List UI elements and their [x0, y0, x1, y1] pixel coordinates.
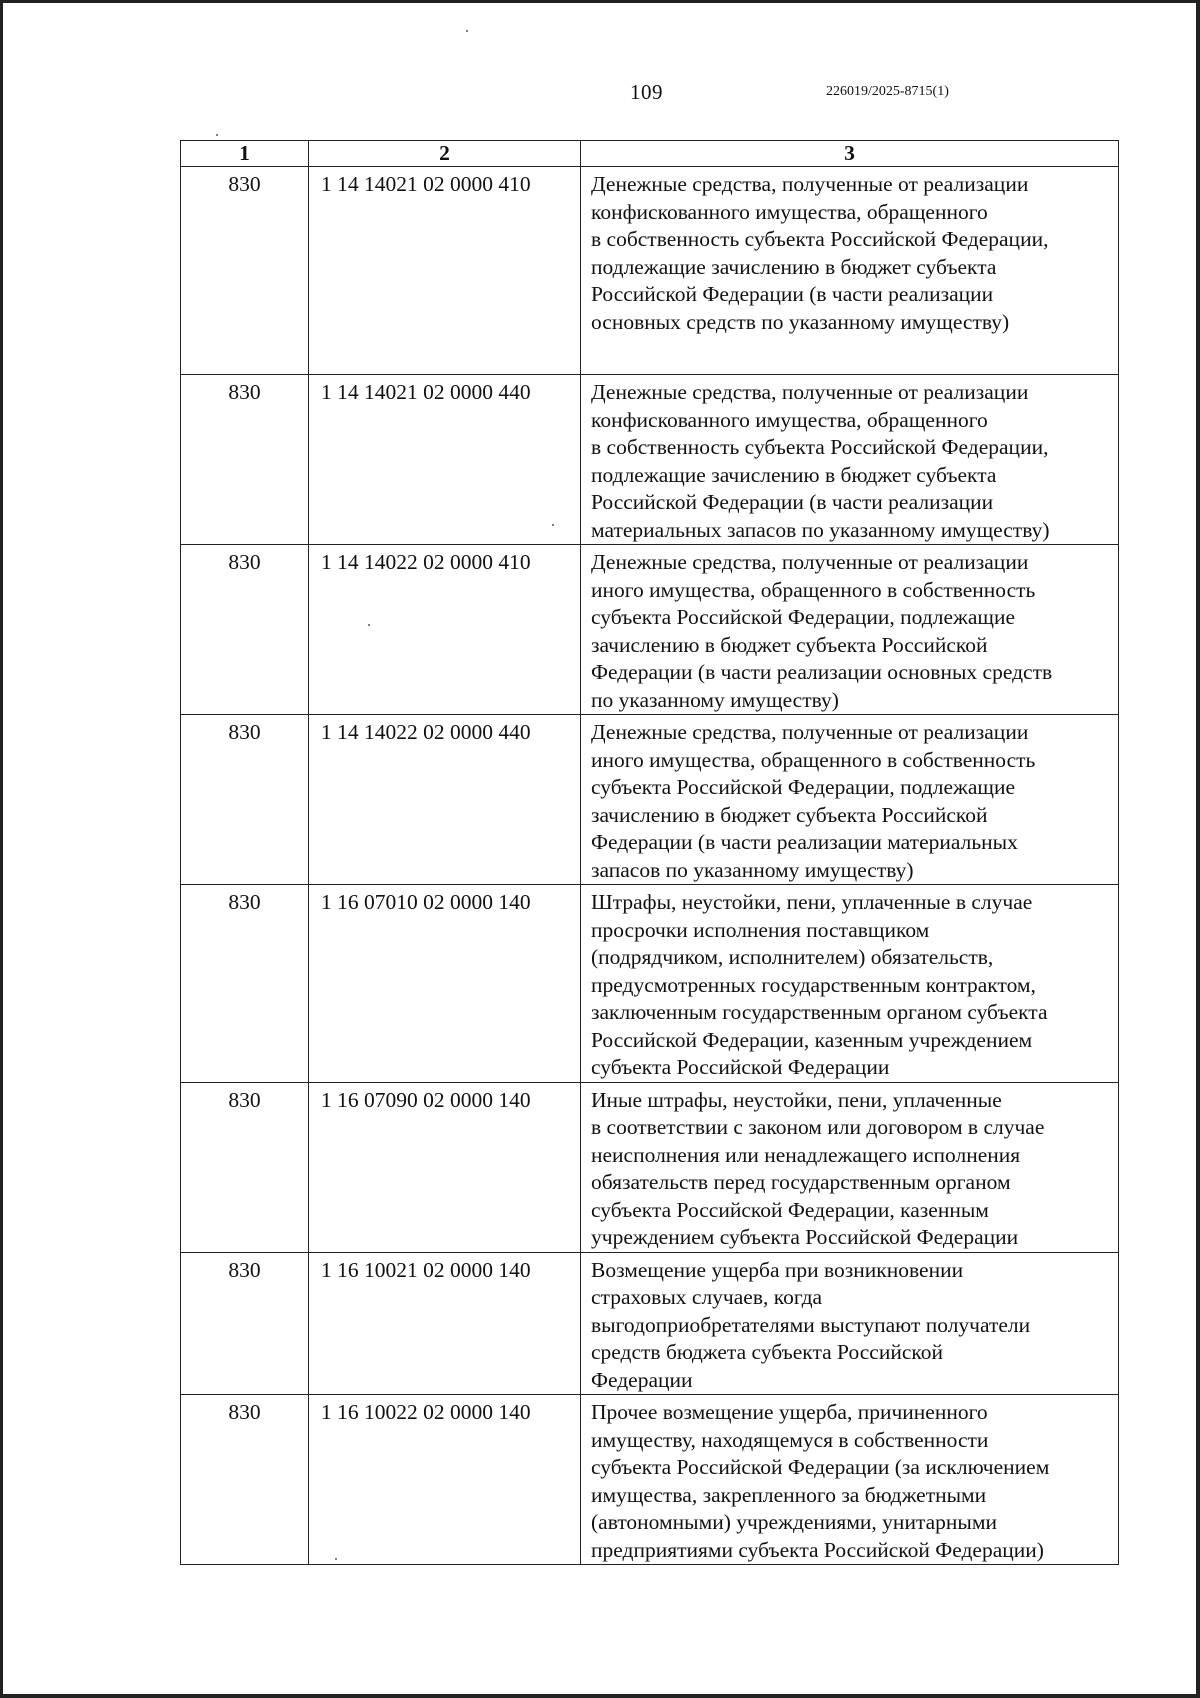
budget-code-cell: 1 16 10021 02 0000 140 [309, 1252, 581, 1395]
description-cell [581, 545, 1119, 715]
budget-code-cell: 1 14 14022 02 0000 410 [309, 545, 581, 715]
admin-code-cell: 830 [181, 1252, 309, 1395]
description-line: Федерации (в части реализации основных средств [591, 660, 1053, 684]
table-row [181, 375, 1119, 545]
admin-code-cell: 830 [181, 167, 309, 375]
description-line: Российской Федерации (в части реализации [591, 282, 994, 306]
budget-code-cell: 1 16 07090 02 0000 140 [309, 1082, 581, 1252]
description-line: страховых случаев, когда [591, 1285, 823, 1309]
description-line: просрочки исполнения поставщиком [591, 917, 930, 942]
admin-code-cell: 830 [181, 715, 309, 885]
description-line: основных средств по указанному имуществу) [591, 309, 1010, 334]
description-line: имуществу, находящемуся в собственности [591, 1427, 989, 1452]
description-line: в соответствии с законом или договором в случае [591, 1115, 1045, 1139]
scan-frame-right [1196, 0, 1200, 1698]
description-line: Российской Федерации (в части реализации [591, 490, 994, 514]
table-row [181, 545, 1119, 715]
page-number: 109 [630, 80, 663, 104]
description-line: в собственность субъекта Российской Федерации, [591, 435, 1049, 459]
scan-frame-top [0, 0, 1200, 3]
table-row [181, 1082, 1119, 1252]
table-row [181, 1252, 1119, 1395]
description-line: заключенным государственным органом субъекта [591, 1000, 1048, 1024]
description-cell [581, 1395, 1119, 1565]
admin-code-cell: 830 [181, 375, 309, 545]
table-row [181, 167, 1119, 375]
description-line: предприятиями субъекта Российской Федерации) [591, 1537, 1044, 1562]
description-cell [581, 375, 1119, 545]
description-line: Денежные средства, полученные от реализации [591, 172, 1029, 196]
table-body [181, 167, 1119, 1565]
description-line: Прочее возмещение ущерба, причиненного [591, 1400, 988, 1424]
revenue-codes-table [180, 140, 1119, 1565]
description-line: Федерации (в части реализации материальных [591, 830, 1018, 854]
description-line: субъекта Российской Федерации, казенным [591, 1197, 989, 1222]
description-line: средств бюджета субъекта Российской [591, 1340, 943, 1364]
description-line: Денежные средства, полученные от реализации [591, 550, 1029, 574]
description-line: конфискованного имущества, обращенного [591, 199, 988, 224]
description-line: обязательств перед государственным органом [591, 1170, 1011, 1194]
table-row [181, 715, 1119, 885]
description-line: субъекта Российской Федерации, подлежащие [591, 775, 1015, 799]
scan-speck [466, 30, 468, 32]
description-line: Денежные средства, полученные от реализации [591, 380, 1029, 404]
description-line: субъекта Российской Федерации, подлежащие [591, 605, 1015, 629]
description-line: выгодоприобретателями выступают получатели [591, 1312, 1031, 1337]
table-row [181, 885, 1119, 1083]
description-cell [581, 1252, 1119, 1395]
column-header-3: 3 [581, 141, 1119, 167]
scan-frame-left [0, 0, 3, 1698]
description-line: в собственность субъекта Российской Федерации, [591, 227, 1049, 251]
description-cell [581, 167, 1119, 375]
description-line: предусмотренных государственным контрактом, [591, 972, 1036, 997]
description-line: неисполнения или ненадлежащего исполнения [591, 1142, 1021, 1167]
budget-code-cell: 1 16 07010 02 0000 140 [309, 885, 581, 1083]
table-header-row [181, 141, 1119, 167]
admin-code-cell: 830 [181, 885, 309, 1083]
description-line: иного имущества, обращенного в собственность [591, 747, 1036, 772]
admin-code-cell: 830 [181, 1082, 309, 1252]
description-line: зачислению в бюджет субъекта Российской [591, 802, 988, 827]
description-line: (автономными) учреждениями, унитарными [591, 1510, 997, 1534]
description-line: Возмещение ущерба при возникновении [591, 1257, 964, 1282]
description-line: подлежащие зачислению в бюджет субъекта [591, 254, 997, 279]
admin-code-cell: 830 [181, 1395, 309, 1565]
description-cell [581, 1082, 1119, 1252]
column-header-1: 1 [181, 141, 309, 167]
scan-frame-bottom [0, 1694, 1200, 1698]
description-line: имущества, закрепленного за бюджетными [591, 1482, 987, 1507]
table-row [181, 1395, 1119, 1565]
description-line: учреждением субъекта Российской Федерации [591, 1225, 1019, 1249]
description-cell [581, 715, 1119, 885]
description-line: Федерации [591, 1367, 693, 1392]
description-line: конфискованного имущества, обращенного [591, 407, 988, 432]
description-line: иного имущества, обращенного в собственность [591, 577, 1036, 602]
description-line: Иные штрафы, неустойки, пени, уплаченные [591, 1087, 1002, 1112]
description-line: субъекта Российской Федерации [591, 1055, 890, 1079]
description-line: запасов по указанному имуществу) [591, 857, 914, 882]
document-code: 226019/2025-8715(1) [826, 84, 949, 99]
description-line: по указанному имуществу) [591, 687, 839, 712]
scan-speck [216, 134, 218, 136]
description-line: материальных запасов по указанному имуществу) [591, 517, 1050, 542]
description-line: Штрафы, неустойки, пени, уплаченные в случае [591, 890, 1033, 914]
description-line: субъекта Российской Федерации (за исключением [591, 1455, 1050, 1479]
description-line: (подрядчиком, исполнителем) обязательств, [591, 945, 994, 969]
description-line: подлежащие зачислению в бюджет субъекта [591, 462, 997, 487]
budget-code-cell: 1 14 14021 02 0000 410 [309, 167, 581, 375]
budget-code-cell: 1 16 10022 02 0000 140 [309, 1395, 581, 1565]
budget-code-cell: 1 14 14021 02 0000 440 [309, 375, 581, 545]
description-line: Денежные средства, полученные от реализации [591, 720, 1029, 744]
description-line: зачислению в бюджет субъекта Российской [591, 632, 988, 657]
budget-code-cell: 1 14 14022 02 0000 440 [309, 715, 581, 885]
admin-code-cell: 830 [181, 545, 309, 715]
column-header-2: 2 [309, 141, 581, 167]
description-line: Российской Федерации, казенным учреждением [591, 1027, 1033, 1052]
description-cell [581, 885, 1119, 1083]
